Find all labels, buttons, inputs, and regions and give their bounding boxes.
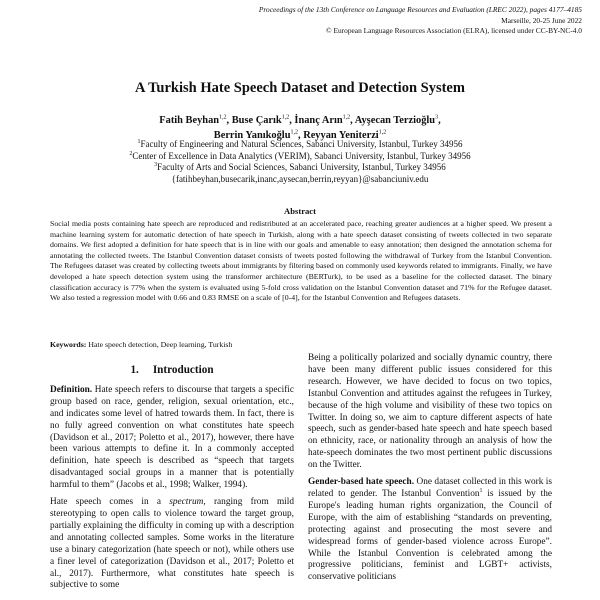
section-heading [50, 365, 294, 377]
paragraph-heading: Definition. [50, 384, 93, 395]
emphasis-text: spectrum [169, 497, 204, 508]
author-name: Reyyan Yeniterzi [303, 130, 379, 141]
author-name: Fatih Beyhan [159, 115, 220, 126]
author-sup: 1,2 [281, 114, 290, 121]
affiliation-sup: 3 [154, 162, 158, 169]
left-column [50, 362, 294, 597]
affiliation-sup: 1 [137, 139, 141, 145]
header-line-3: © European Language Resources Association (ELRA), licensed under CC-BY-NC-4.0 [325, 26, 582, 36]
author-name: Ayşecan Terzioğlu [354, 115, 436, 126]
header-line-2: Marseille, 20-25 June 2022 [501, 15, 582, 25]
abstract-heading: Abstract [284, 206, 316, 216]
author-sep: , [438, 115, 441, 126]
author-sep: , [226, 115, 232, 126]
author-line-1 [0, 113, 600, 128]
paragraph-text: Hate speech comes in a [50, 497, 170, 508]
paragraph-gender [308, 477, 552, 584]
affiliation-2 [0, 151, 600, 163]
author-name: Berrin Yanıkoğlu [213, 130, 291, 141]
affiliation-text: Faculty of Arts and Social Sciences, Sabanci University, Istanbul, Turkey 34956 [157, 162, 446, 173]
paragraph-politics: Being a politically polarized and socially dynamic country, there have been many different public issues considered for this research. However, we have decided to focus on two topics, Istanbul Convention and attitudes against the refugees in Turkey, because of the high volume and visibility of these two topics on Twitter. In doing so, we aim to capture different aspects of hate speech, such as gender-based hate speech and hate speech based on ethnicity, race, or nationality through an analysis of how the hate-speech dominates the two most pertinent public discussions on the Twitter. [308, 353, 552, 471]
paragraph-spectrum [50, 497, 294, 592]
author-sep: , [289, 115, 295, 126]
keywords-label: Keywords: [50, 340, 87, 349]
author-sup: 1,2 [290, 129, 298, 136]
paragraph-text: , ranging from mild stereotyping to open calls to violence toward the target group, partially explaining the difficulty in coming up with a description and annotating collected samples. Some works in the literature use a binary categorization (hate speech or not), while others use a finer level of categorization (Davidson et al., 2017; Poletto et al., 2017). Furthermore, what constitutes hate speech is subjective to some [50, 497, 294, 591]
paragraph-text: Hate speech refers to discourse that targets a specific group based on race, gender, religion, sexual orientation, etc., and indicates some level of hatred towards them. In fact, there is no fully agreed convention on what constitutes hate speech (Davidson et al., 2017; Poletto et al., 2017), however, there have been various attempts to define it. In a commonly accepted definition, hate speech is described as “speech that targets disadvantaged social groups in a manner that is potentially harmful to them” (Jacobs et al., 1998; Walker, 1994). [50, 384, 294, 491]
affiliation-3 [0, 162, 600, 174]
author-name: Buse Çarık [231, 115, 282, 126]
author-sup: 1,2 [219, 114, 227, 121]
paper-title: A Turkish Hate Speech Dataset and Detection System [135, 80, 465, 96]
author-name: İnanç Arın [294, 115, 343, 126]
abstract-text: Social media posts containing hate speech are reproduced and redistributed at an accelerated pace, reaching greater audiences at a higher speed. We present a machine learning system for automatic detection of hate speech in Turkish, along with a hate speech dataset consisting of tweets collected in two separate domains. We first adopted a definition for hate speech that is in line with our goals and amenable to easy annotation; then designed the annotation schema for annotating the collected tweets. The Istanbul Convention dataset consists of tweets posted following the withdrawal of Turkey from the Istanbul Convention. The Refugees dataset was created by collecting tweets about immigrants by filtering based on commonly used keywords related to immigrants. Finally, we have developed a hate speech detection system using the transformer architecture (BERTurk), to be used as a baseline for the collected dataset. The binary classification accuracy is 77% when the system is evaluated using 5-fold cross validation on the Istanbul Convention dataset and 71% for the Refugee dataset. We also tested a regression model with 0.66 and 0.83 RMSE on a scale of [0-4], for the Istanbul Convention and Refugees datasets. [50, 219, 552, 303]
section-number: 1. [130, 364, 139, 376]
affiliation-text: Center of Excellence in Data Analytics (VERIM), Sabanci University, Istanbul, Turkey 34956 [132, 150, 471, 161]
author-sup: 3 [435, 114, 439, 121]
paragraph-text: One dataset collected in this work is related to gender. The Istanbul Convention [308, 477, 553, 499]
footnote-marker[interactable]: 1 [479, 487, 483, 494]
keywords [50, 340, 552, 349]
paragraph-text: is issued by the Europe's leading human rights organization, the Council of Europe, with the aim of establishing “standards on preventing, protecting against and prosecuting the most severe and widespread forms of gender-based violence across Europe”. While the Istanbul Convention is celebrated among the progressive politicians, feminist and LGBT+ activists, conservative politicians [308, 488, 552, 583]
author-sep: , [350, 115, 355, 126]
paragraph-definition [50, 385, 294, 492]
header-line-1: Proceedings of the 13th Conference on Language Resources and Evaluation (LREC 2022), pages 4177–4185 [258, 5, 582, 14]
affiliation-1 [0, 139, 600, 151]
affiliation-text: Faculty of Engineering and Natural Sciences, Sabanci University, Istanbul, Turkey 34956 [140, 139, 463, 149]
paragraph-heading: Gender-based hate speech. [308, 477, 415, 488]
section-title: Introduction [152, 364, 214, 376]
keywords-text: Hate speech detection, Deep learning, Turkish [86, 340, 233, 349]
proceedings-header [259, 5, 582, 37]
author-sup: 1,2 [342, 114, 351, 121]
affiliation-sup: 2 [129, 150, 133, 157]
right-column [308, 353, 552, 589]
author-sep: , [297, 130, 304, 141]
affiliations [0, 139, 600, 185]
author-sup: 1,2 [378, 129, 387, 136]
email-list: {fatihbeyhan,busecarik,inanc,aysecan,berrin,reyyan}@sabanciuniv.edu [171, 173, 429, 184]
